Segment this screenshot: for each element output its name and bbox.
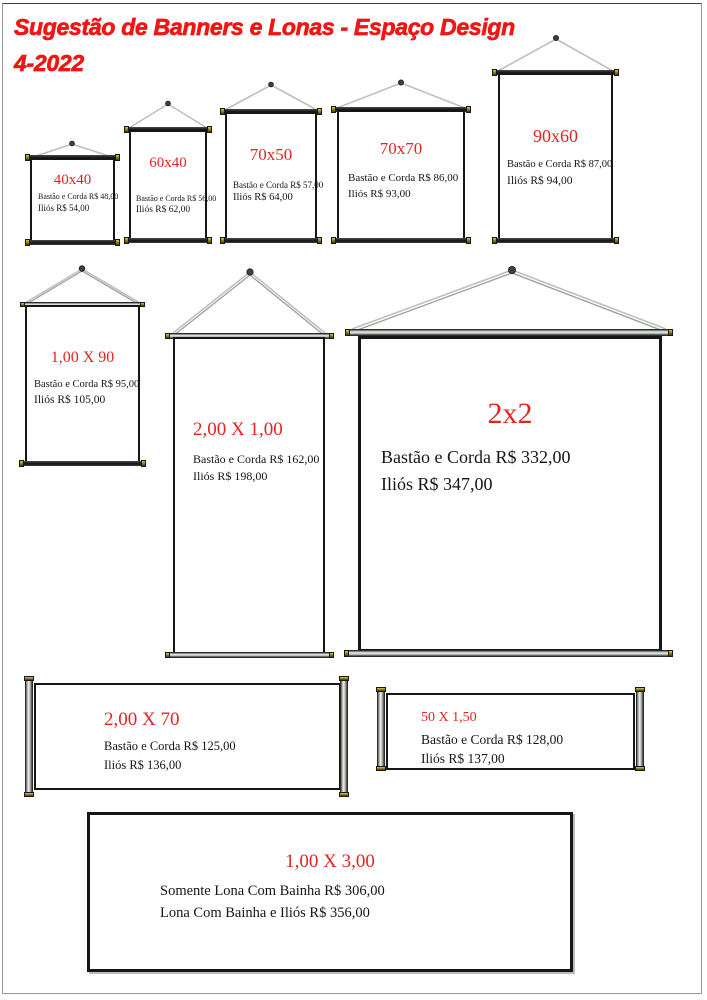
banner-price-line1: Bastão e Corda R$ 95,00 <box>34 379 140 390</box>
right-rod <box>636 688 644 770</box>
banner-size-label: 50 X 1,50 <box>421 710 477 725</box>
banner-canvas <box>358 336 662 652</box>
hanger-strings <box>494 33 617 73</box>
banner-price-line2: Iliós R$ 64,00 <box>233 192 293 203</box>
banner-price-line2: Iliós R$ 105,00 <box>34 394 106 406</box>
banner-price-line1: Somente Lona Com Bainha R$ 306,00 <box>160 883 385 899</box>
banner-price-line2: Iliós R$ 93,00 <box>348 188 411 200</box>
banner-price-line1: Bastão e Corda R$ 48,00 <box>38 192 119 201</box>
banner-canvas <box>337 110 465 240</box>
banner-price-line1: Bastão e Corda R$ 125,00 <box>104 739 236 753</box>
bottom-rod <box>126 238 210 243</box>
banner-canvas <box>498 73 613 240</box>
banner-price-line1: Bastão e Corda R$ 86,00 <box>348 172 459 184</box>
banner-canvas <box>386 693 635 770</box>
banner-size-label: 40x40 <box>53 172 92 188</box>
bottom-rod <box>494 238 617 243</box>
banner-size-label: 70x50 <box>249 145 293 164</box>
bottom-rod <box>222 238 320 243</box>
banner-canvas <box>34 683 341 790</box>
left-rod <box>25 677 33 796</box>
banner-canvas <box>30 158 119 242</box>
banner-price-line1: Bastão e Corda R$ 162,00 <box>193 452 320 466</box>
hanger-strings <box>21 264 144 305</box>
hanger-strings <box>166 267 333 335</box>
page-title: Sugestão de Banners e Lonas - Espaço Design <box>14 14 515 40</box>
banner-canvas <box>25 305 140 463</box>
banner-size-label: 90x60 <box>533 126 578 146</box>
page-subtitle-date: 4-2022 <box>14 50 84 76</box>
hanger-strings <box>126 99 210 130</box>
banner-canvas <box>87 812 573 972</box>
banner-size-label: 60x40 <box>149 155 187 171</box>
banner-price-line1: Bastão e Corda R$ 57,00 <box>233 180 324 190</box>
banner-price-line2: Iliós R$ 54,00 <box>38 203 90 213</box>
bottom-rod <box>166 652 333 658</box>
banner-price-line2: Iliós R$ 62,00 <box>136 205 191 215</box>
banner-price-line2: Lona Com Bainha e Iliós R$ 356,00 <box>160 905 370 921</box>
banner-size-label: 2x2 <box>487 397 533 430</box>
right-rod <box>340 677 348 796</box>
left-rod <box>377 688 385 770</box>
banner-price-line2: Iliós R$ 94,00 <box>507 175 573 187</box>
banner-price-line2: Iliós R$ 137,00 <box>421 751 505 766</box>
banner-price-line2: Iliós R$ 136,00 <box>104 758 182 772</box>
bottom-rod <box>21 461 144 466</box>
bottom-rod <box>333 238 469 243</box>
banner-canvas <box>129 130 217 240</box>
top-rod <box>346 329 672 336</box>
banner-price-line1: Bastão e Corda R$ 87,00 <box>507 159 613 170</box>
banner-size-label: 2,00 X 70 <box>104 709 180 730</box>
hanger-strings <box>222 80 320 112</box>
banner-size-label: 1,00 X 90 <box>50 349 115 366</box>
banner-price-line2: Iliós R$ 198,00 <box>193 469 268 483</box>
banner-price-line2: Iliós R$ 347,00 <box>381 474 493 494</box>
banner-canvas <box>225 112 324 240</box>
bottom-rod <box>345 650 672 657</box>
banner-price-line1: Bastão e Corda R$ 332,00 <box>381 447 571 467</box>
bottom-rod <box>27 240 118 245</box>
banner-size-label: 1,00 X 3,00 <box>285 851 375 872</box>
banner-size-label: 2,00 X 1,00 <box>193 419 283 440</box>
hanger-strings <box>346 265 672 333</box>
banner-price-line1: Bastão e Corda R$ 128,00 <box>421 732 564 747</box>
banner-price-line1: Bastão e Corda R$ 56,00 <box>136 194 217 203</box>
hanger-strings <box>333 78 469 110</box>
banner-canvas <box>173 337 325 655</box>
banner-size-label: 70x70 <box>379 139 423 158</box>
